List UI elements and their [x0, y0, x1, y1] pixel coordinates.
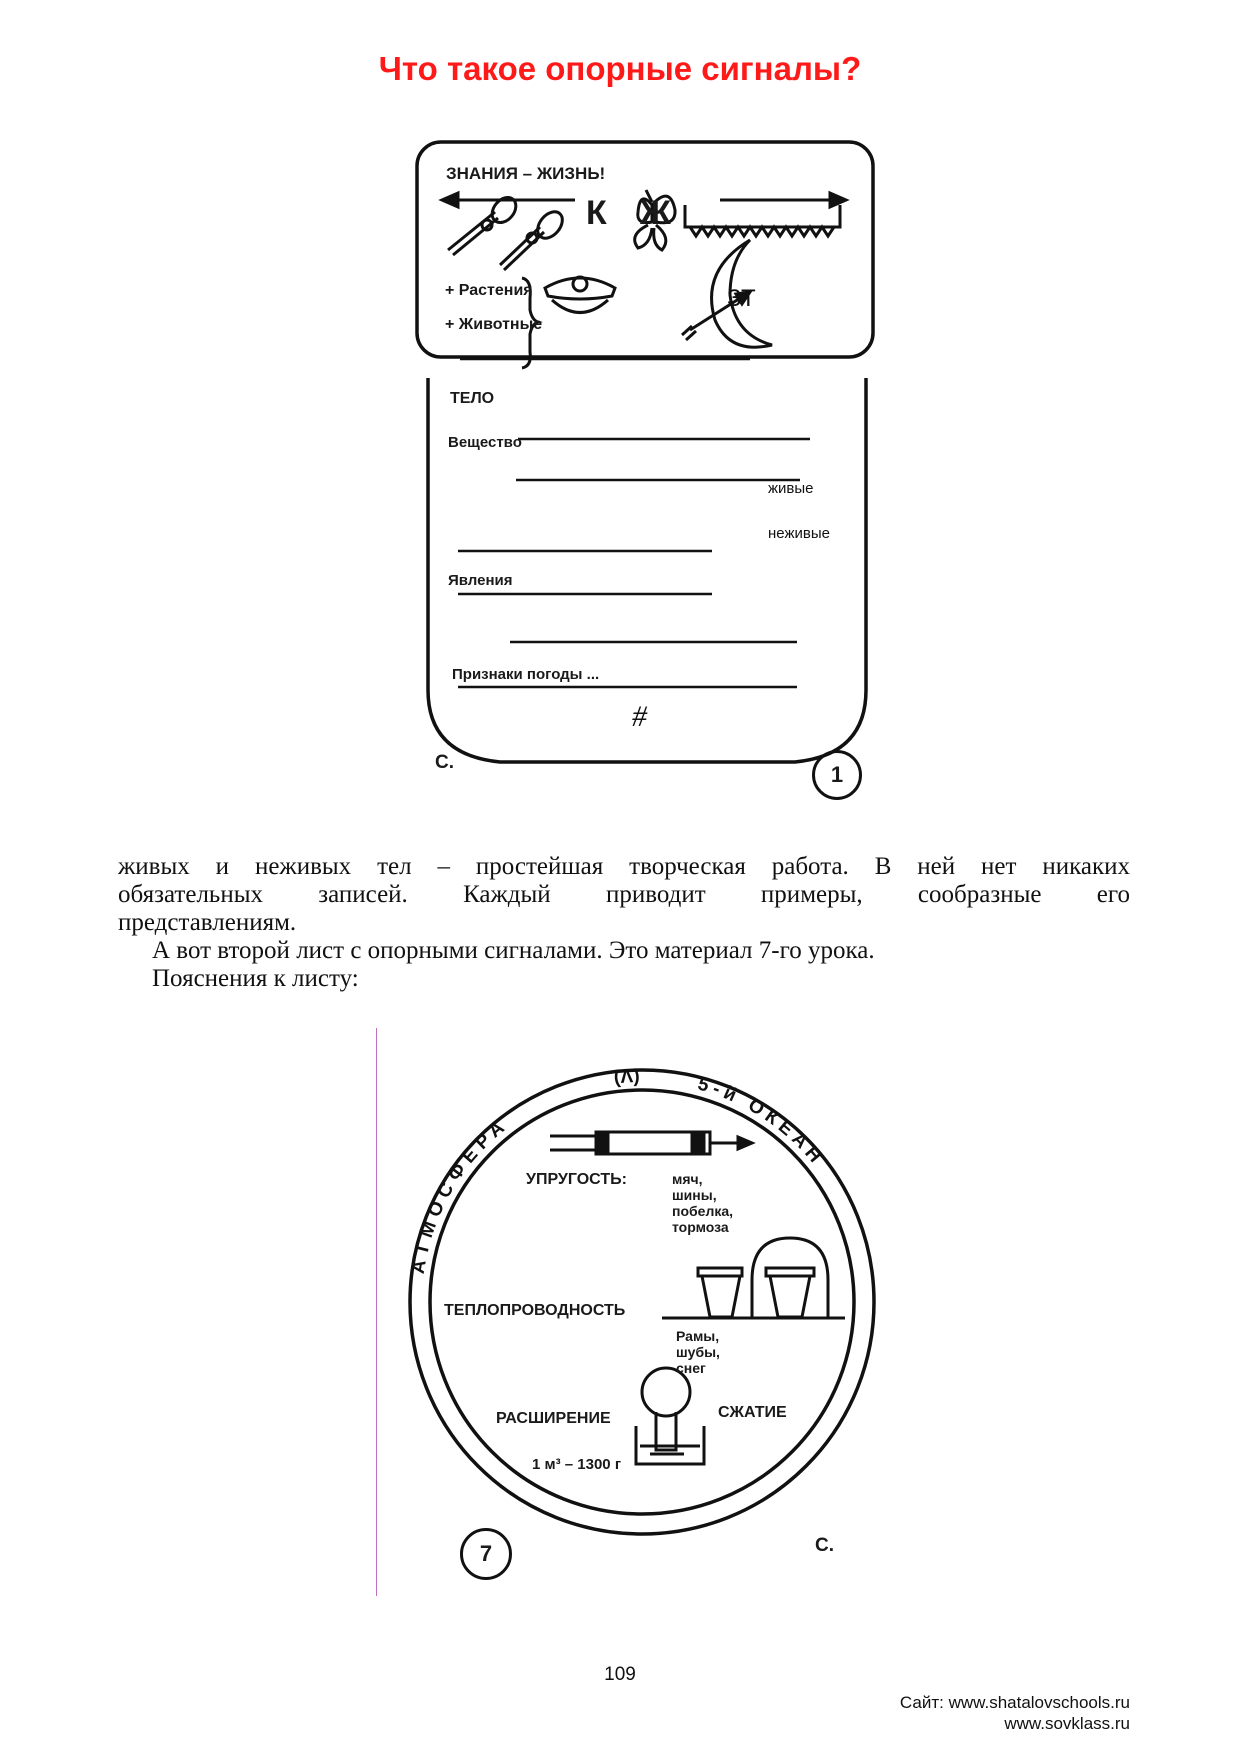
reference-sheet-1 [400, 130, 900, 820]
sheet1-zt: ЗТ [727, 285, 756, 312]
sheet1-motto: ЗНАНИЯ – ЖИЗНЬ! [446, 164, 606, 183]
svg-text:5-й ОКЕАН [695, 1073, 828, 1170]
sheet2-letter-s: С. [815, 1535, 834, 1556]
expansion-label: РАСШИРЕНИЕ [496, 1410, 611, 1427]
sheet1-yavleniya: Явления [448, 572, 513, 589]
sheet1-nezhivye: неживые [768, 525, 830, 542]
tools-icon [448, 193, 567, 270]
density-label: 1 м³ – 1300 г [532, 1456, 622, 1473]
ring-label-atmosphere: АТМОСФЕРА [407, 1113, 514, 1276]
ring-label-lambda: (Λ) [612, 1066, 640, 1089]
sheet1-plants: + Растения [445, 282, 533, 299]
elasticity-label: УПРУГОСТЬ: [526, 1171, 627, 1188]
paragraph-line: живых и неживых тел – простейшая творческая работа. В ней нет никаких [118, 853, 1130, 880]
sheet1-priznaki: Признаки погоды ... [452, 666, 600, 683]
svg-text:АТМОСФЕРА [408, 1113, 513, 1275]
page-title: Что такое опорные сигналы? [378, 50, 862, 87]
footer-site-link-2[interactable]: www.sovklass.ru [1004, 1714, 1130, 1733]
sheet1-letter-zh: Ж [640, 194, 671, 232]
sheet1-animals: + Животные [445, 316, 543, 333]
sheet1-hash-mark: # [632, 700, 647, 733]
conductivity-label: ТЕПЛОПРОВОДНОСТЬ [444, 1302, 626, 1319]
example-item: снег [676, 1360, 706, 1376]
paragraph: А вот второй лист с опорными сигналами. Это материал 7-го урока. [152, 937, 875, 964]
svg-text:(Λ) [613, 1066, 640, 1089]
example-item: тормоза [672, 1219, 729, 1235]
paragraph-line: обязательных записей. Каждый приводит примеры, сообразные его [118, 881, 1130, 908]
example-item: Рамы, [676, 1328, 720, 1344]
page-number: 109 [604, 1664, 636, 1685]
paragraph-line: представлениям. [118, 909, 297, 936]
saw-icon [685, 205, 840, 236]
sheet1-telo: ТЕЛО [450, 390, 495, 407]
body-text [118, 853, 1130, 993]
sheet2-number: 7 [479, 1541, 493, 1566]
sheet1-letter-k: К [586, 194, 607, 232]
compression-label: СЖАТИЕ [718, 1404, 787, 1421]
example-item: побелка, [672, 1203, 734, 1219]
sheet2-number-badge [460, 1528, 512, 1580]
example-item: мяч, [672, 1171, 703, 1187]
footer-site-link[interactable]: Сайт: www.shatalovschools.ru [899, 1693, 1130, 1712]
footer [900, 1692, 1130, 1734]
sheet1-zhivye: живые [768, 480, 814, 497]
margin-line [376, 1028, 377, 1596]
sheet1-letter-s: С. [435, 752, 454, 773]
sheet1-number: 1 [830, 762, 844, 787]
paragraph: Пояснения к листу: [152, 965, 359, 992]
conductivity-examples [676, 1328, 720, 1376]
example-item: шубы, [676, 1344, 720, 1360]
sheet1-number-badge [812, 750, 862, 800]
elasticity-examples [672, 1171, 733, 1235]
cap-icon [545, 277, 615, 313]
sheet1-veshchestvo: Вещество [448, 434, 522, 451]
example-item: шины, [672, 1187, 717, 1203]
ring-label-ocean: 5-й ОКЕАН [695, 1073, 829, 1171]
